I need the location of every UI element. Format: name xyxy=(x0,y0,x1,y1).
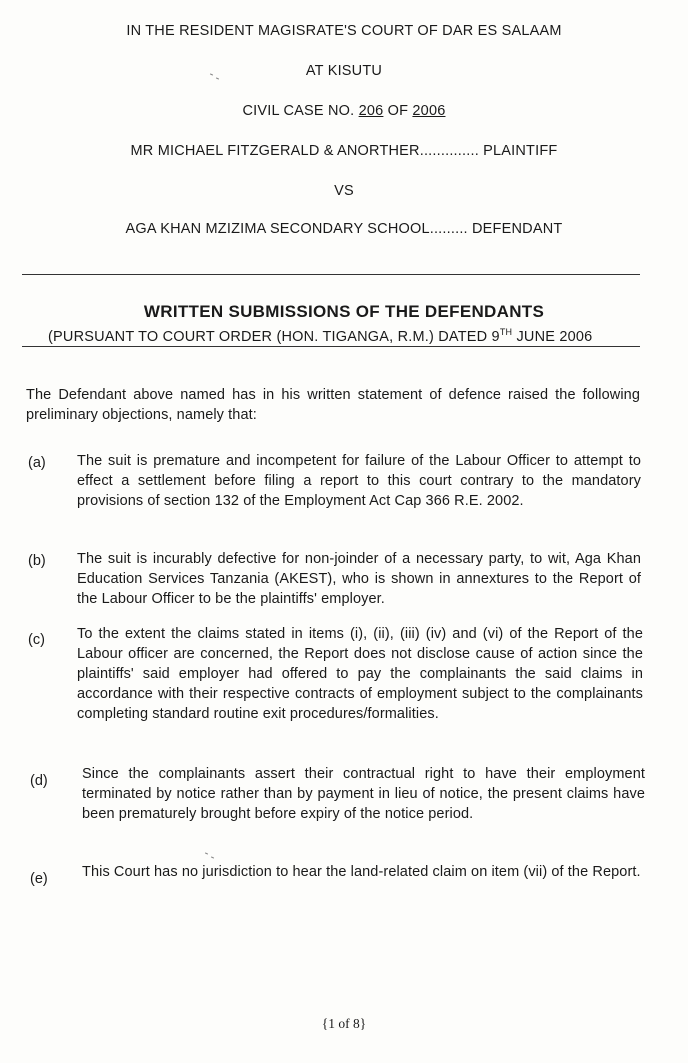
objection-text: This Court has no jurisdiction to hear the land-related claim on item (vii) of the Report. xyxy=(82,864,641,880)
objection-text: To the extent the claims stated in items (i), (ii), (iii) (iv) and (vi) of the Report of the Labour officer are concerned, the Report does not disclose cause of action since the plaintiffs' said employer had offered to pay the complainants the said claims in accordance with their respective contracts of employment subject to the complainants completing standard routine exit procedures/formalities. xyxy=(77,626,643,722)
objection-marker: (d) xyxy=(30,773,48,789)
objection-marker: (a) xyxy=(28,455,46,471)
intro-paragraph: The Defendant above named has in his written statement of defence raised the following preliminary objections, namely that: xyxy=(26,387,640,423)
objection-text: The suit is premature and incompetent for failure of the Labour Officer to attempt to effect a settlement before filing a report to this court contrary to the mandatory provisions of section 132 of the Employment Act Cap 366 R.E. 2002. xyxy=(77,453,641,509)
plaintiff-line: MR MICHAEL FITZGERALD & ANORTHER.............. PLAINTIFF xyxy=(130,143,558,159)
case-number: 206 xyxy=(358,103,384,119)
case-of: OF xyxy=(387,103,409,119)
case-prefix: CIVIL CASE NO. xyxy=(242,103,355,119)
case-number-line xyxy=(0,103,688,119)
court-heading: IN THE RESIDENT MAGISRATE'S COURT OF DAR ES SALAAM xyxy=(126,23,562,39)
objection-text: Since the complainants assert their contractual right to have their employment terminated by notice rather than by payment in lieu of notice, the present claims have been prematurely brought before expiry of the notice period. xyxy=(82,766,645,822)
objection-marker: (c) xyxy=(28,632,45,648)
objection-marker: (e) xyxy=(30,871,48,887)
scan-speck xyxy=(211,856,214,858)
document-subtitle xyxy=(48,327,592,345)
subtitle-prefix: (PURSUANT TO COURT ORDER (HON. TIGANGA, R.M.) DATED 9 xyxy=(48,328,500,345)
scan-speck xyxy=(205,852,208,854)
subtitle-superscript: TH xyxy=(499,327,513,337)
objection-text: The suit is incurably defective for non-joinder of a necessary party, to wit, Aga Khan Education Services Tanzania (AKEST), who is shown in annextures to the Report of the Labour Officer to be the plaintiffs' employer. xyxy=(77,551,641,607)
header-divider xyxy=(22,274,640,275)
court-location: AT KISUTU xyxy=(305,63,383,79)
subtitle-suffix: JUNE 2006 xyxy=(512,328,593,345)
defendant-line: AGA KHAN MZIZIMA SECONDARY SCHOOL......... DEFENDANT xyxy=(125,221,563,237)
scan-speck xyxy=(216,77,219,79)
case-year: 2006 xyxy=(412,103,446,119)
document-title: WRITTEN SUBMISSIONS OF THE DEFENDANTS xyxy=(143,302,545,321)
objection-marker: (b) xyxy=(28,553,46,569)
page-number: {1 of 8} xyxy=(321,1016,367,1031)
versus-line: VS xyxy=(334,183,354,199)
title-underline xyxy=(22,346,640,347)
